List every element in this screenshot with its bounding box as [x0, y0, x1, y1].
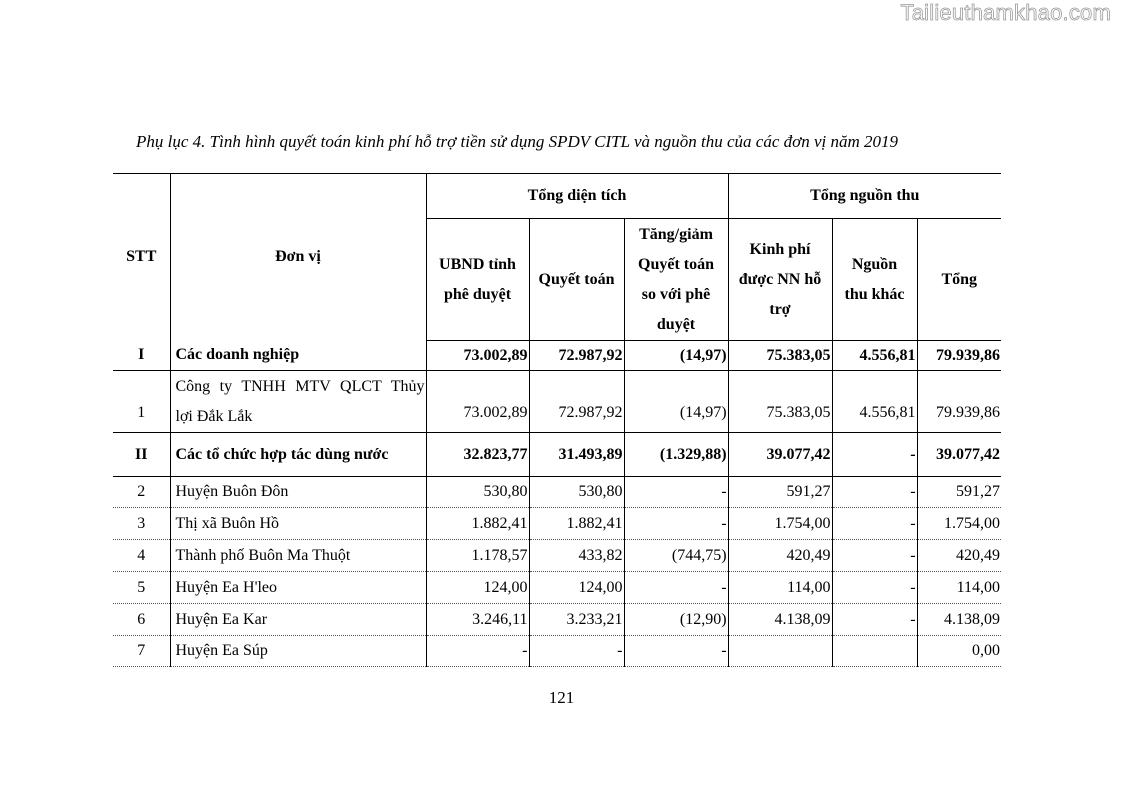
- cell-stt: 3: [113, 508, 170, 540]
- watermark-text: Tailieuthamkhao.com: [900, 0, 1111, 25]
- cell-quyet-toan: -: [529, 636, 624, 667]
- cell-quyet-toan: 72.987,92: [529, 371, 624, 433]
- cell-kinh-phi: 75.383,05: [728, 341, 832, 371]
- cell-ubnd: 73.002,89: [426, 371, 529, 433]
- cell-name: Các doanh nghiệp: [170, 341, 426, 371]
- cell-nguon-thu: -: [832, 477, 917, 508]
- cell-kinh-phi: 39.077,42: [728, 433, 832, 477]
- header-ubnd-line1: UBND tỉnh: [439, 255, 516, 273]
- header-nguon-thu-line1: Nguồn: [851, 255, 898, 273]
- cell-tong: 0,00: [917, 636, 1001, 667]
- cell-nguon-thu: -: [832, 572, 917, 604]
- header-tong-nguon-thu: Tổng nguồn thu: [728, 174, 1001, 219]
- cell-ubnd: -: [426, 636, 529, 667]
- cell-ubnd: 124,00: [426, 572, 529, 604]
- table-caption: Phụ lục 4. Tình hình quyết toán kinh phí hỗ trợ tiền sử dụng SPDV CITL và nguồn thu của các đơn vị năm 2019: [136, 132, 898, 151]
- cell-tong: 79.939,86: [917, 371, 1001, 433]
- table-row: [113, 371, 1001, 433]
- header-kinh-phi: [728, 219, 832, 341]
- cell-nguon-thu: -: [832, 540, 917, 572]
- header-nguon-thu-khac: [832, 219, 917, 341]
- cell-nguon-thu: -: [832, 433, 917, 477]
- table-row: [113, 604, 1001, 636]
- cell-kinh-phi: [728, 636, 832, 667]
- cell-ubnd: 73.002,89: [426, 341, 529, 371]
- header-tong: Tổng: [917, 219, 1001, 341]
- cell-tang-giam: (1.329,88): [624, 433, 728, 477]
- header-tang-giam-line4: duyệt: [656, 315, 696, 333]
- cell-kinh-phi: 114,00: [728, 572, 832, 604]
- cell-tong: 4.138,09: [917, 604, 1001, 636]
- header-ubnd-line2: phê duyệt: [443, 285, 512, 303]
- header-kinh-phi-line3: trợ: [769, 300, 791, 318]
- settlement-table: [113, 173, 1001, 667]
- cell-ubnd: 3.246,11: [426, 604, 529, 636]
- header-tang-giam: [624, 219, 728, 341]
- cell-ubnd: 32.823,77: [426, 433, 529, 477]
- table-row: [113, 572, 1001, 604]
- table-row: [113, 477, 1001, 508]
- cell-kinh-phi: 1.754,00: [728, 508, 832, 540]
- cell-quyet-toan: 1.882,41: [529, 508, 624, 540]
- cell-nguon-thu: 4.556,81: [832, 341, 917, 371]
- cell-tang-giam: (744,75): [624, 540, 728, 572]
- header-tang-giam-line2: Quyết toán: [638, 255, 714, 273]
- header-kinh-phi-line1: Kinh phí: [749, 240, 811, 258]
- cell-tong: 39.077,42: [917, 433, 1001, 477]
- cell-nguon-thu: -: [832, 604, 917, 636]
- cell-kinh-phi: 591,27: [728, 477, 832, 508]
- cell-kinh-phi: 420,49: [728, 540, 832, 572]
- header-ubnd-phe-duyet: [426, 219, 529, 341]
- cell-stt: 6: [113, 604, 170, 636]
- cell-tong: 114,00: [917, 572, 1001, 604]
- cell-nguon-thu: -: [832, 508, 917, 540]
- cell-ubnd: 530,80: [426, 477, 529, 508]
- cell-name: Thành phố Buôn Ma Thuột: [170, 540, 426, 572]
- header-kinh-phi-line2: được NN hỗ: [738, 270, 822, 288]
- cell-nguon-thu: [832, 636, 917, 667]
- cell-tang-giam: -: [624, 572, 728, 604]
- cell-quyet-toan: 530,80: [529, 477, 624, 508]
- cell-name: Huyện Ea Súp: [170, 636, 426, 667]
- cell-name-line2: lợi Đắk Lắk: [175, 407, 253, 425]
- cell-tong: 591,27: [917, 477, 1001, 508]
- table-row: [113, 508, 1001, 540]
- cell-tang-giam: (12,90): [624, 604, 728, 636]
- cell-name: Huyện Ea Kar: [170, 604, 426, 636]
- header-nguon-thu-line2: thu khác: [844, 285, 905, 303]
- cell-quyet-toan: 31.493,89: [529, 433, 624, 477]
- cell-name: Thị xã Buôn Hồ: [170, 508, 426, 540]
- header-tong-dien-tich: Tổng diện tích: [426, 174, 728, 219]
- cell-name: [170, 371, 426, 433]
- cell-tong: 79.939,86: [917, 341, 1001, 371]
- header-don-vi: Đơn vị: [170, 174, 426, 341]
- header-stt: STT: [113, 174, 170, 341]
- cell-quyet-toan: 124,00: [529, 572, 624, 604]
- cell-quyet-toan: 3.233,21: [529, 604, 624, 636]
- cell-nguon-thu: 4.556,81: [832, 371, 917, 433]
- cell-stt: 5: [113, 572, 170, 604]
- cell-tang-giam: (14,97): [624, 371, 728, 433]
- cell-tang-giam: -: [624, 477, 728, 508]
- table-row: [113, 540, 1001, 572]
- header-tang-giam-line1: Tăng/giảm: [639, 225, 713, 243]
- cell-ubnd: 1.882,41: [426, 508, 529, 540]
- cell-quyet-toan: 433,82: [529, 540, 624, 572]
- header-quyet-toan: Quyết toán: [529, 219, 624, 341]
- table-row: [113, 636, 1001, 667]
- cell-tang-giam: -: [624, 636, 728, 667]
- cell-tong: 1.754,00: [917, 508, 1001, 540]
- cell-stt: II: [113, 433, 170, 477]
- cell-name: Các tổ chức hợp tác dùng nước: [170, 433, 426, 477]
- cell-stt: 2: [113, 477, 170, 508]
- table-row-section-II: [113, 433, 1001, 477]
- cell-kinh-phi: 4.138,09: [728, 604, 832, 636]
- cell-kinh-phi: 75.383,05: [728, 371, 832, 433]
- cell-name: Huyện Buôn Đôn: [170, 477, 426, 508]
- page-number: 121: [548, 688, 575, 707]
- cell-ubnd: 1.178,57: [426, 540, 529, 572]
- cell-stt: 4: [113, 540, 170, 572]
- cell-tang-giam: -: [624, 508, 728, 540]
- cell-stt: 1: [113, 371, 170, 433]
- cell-tong: 420,49: [917, 540, 1001, 572]
- table-row-section-I: [113, 341, 1001, 371]
- cell-stt: I: [113, 341, 170, 371]
- cell-quyet-toan: 72.987,92: [529, 341, 624, 371]
- cell-name: Huyện Ea H'leo: [170, 572, 426, 604]
- cell-stt: 7: [113, 636, 170, 667]
- header-tang-giam-line3: so với phê: [641, 285, 711, 303]
- cell-name-line1: Công ty TNHH MTV QLCT Thủy: [175, 377, 425, 395]
- cell-tang-giam: (14,97): [624, 341, 728, 371]
